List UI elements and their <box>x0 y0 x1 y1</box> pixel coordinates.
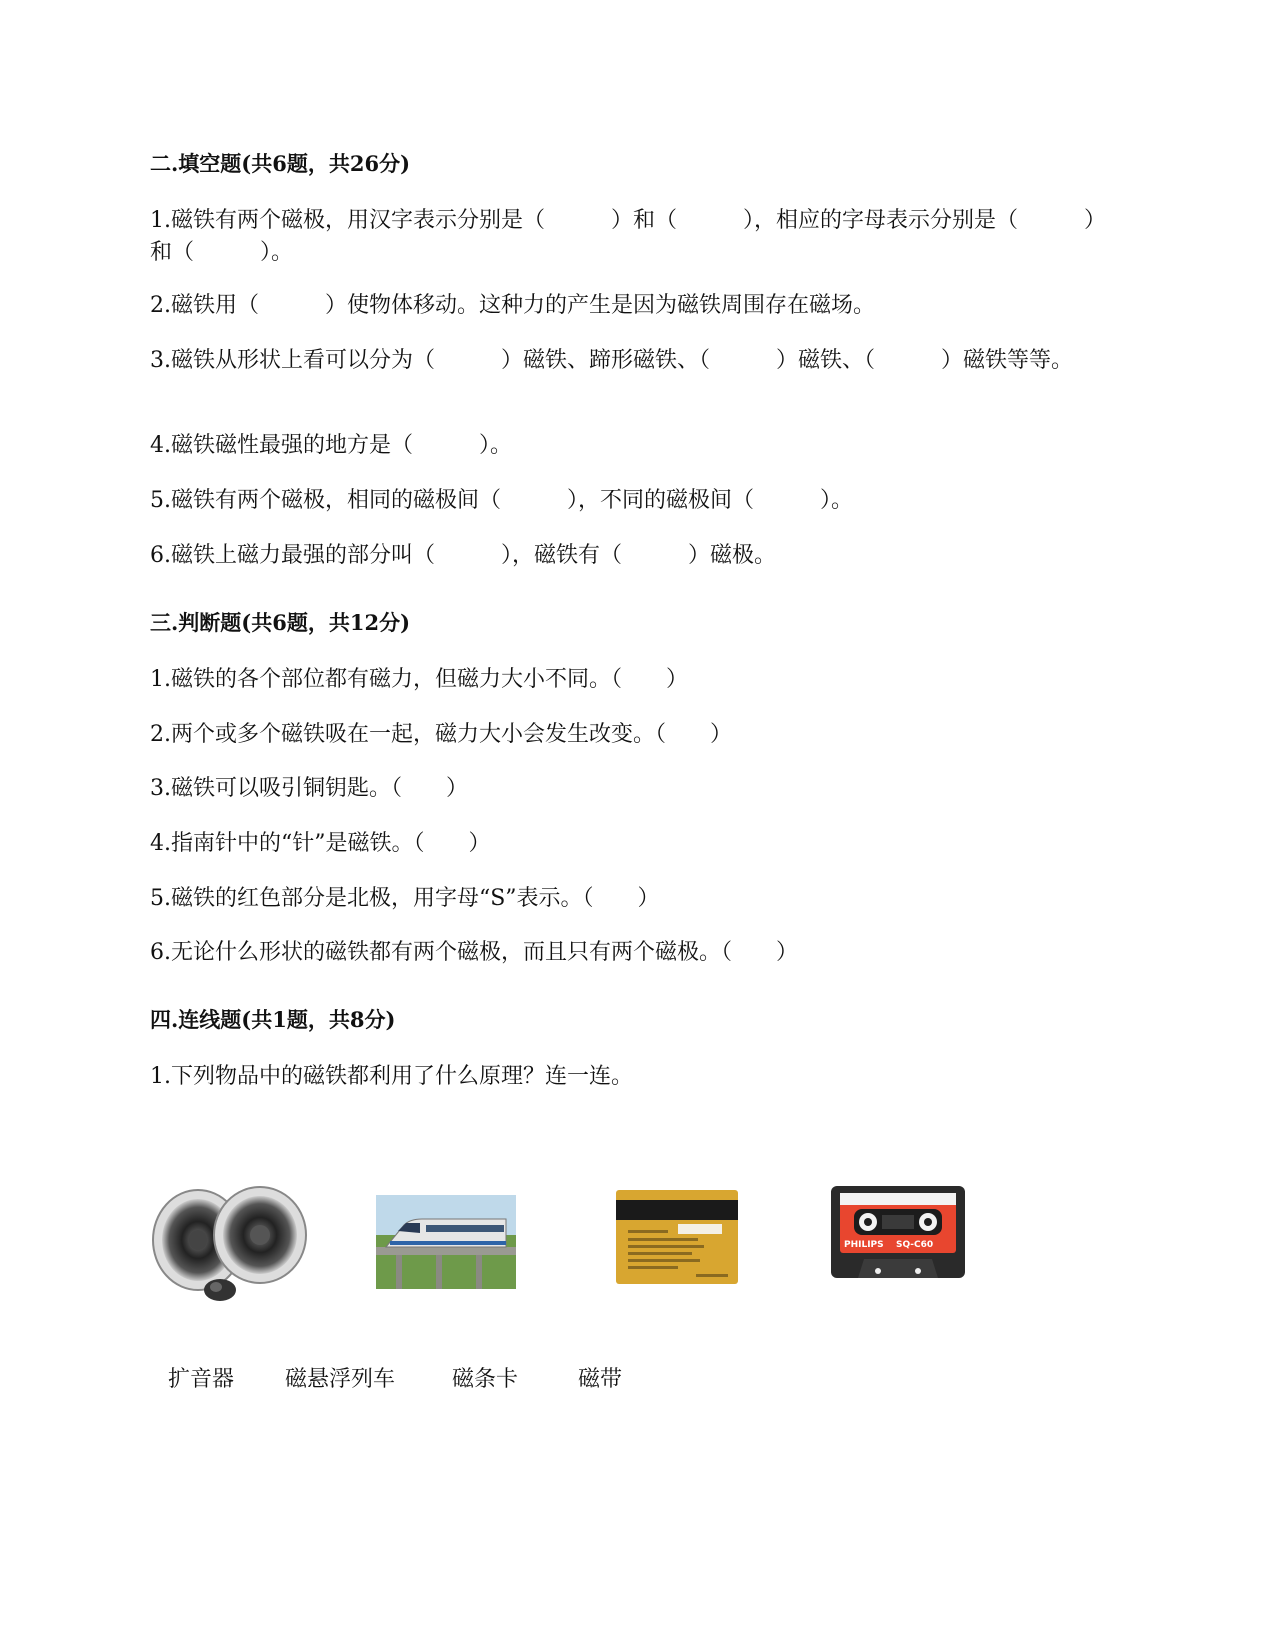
question-judge-4: 4.指南针中的“针”是磁铁。（ ） <box>150 831 491 856</box>
question-judge-2: 2.两个或多个磁铁吸在一起，磁力大小会发生改变。（ ） <box>150 722 732 747</box>
question-fill-4: 4.磁铁磁性最强的地方是（ ）。 <box>150 433 512 458</box>
label-loudspeaker: 扩音器 <box>168 1367 235 1392</box>
question-judge-5: 5.磁铁的红色部分是北极，用字母“S”表示。（ ） <box>150 886 660 911</box>
question-judge-1: 1.磁铁的各个部位都有磁力，但磁力大小不同。（ ） <box>150 667 688 692</box>
magnetic-card-image <box>616 1190 738 1284</box>
section-heading-matching: 四.连线题(共1题，共8分) <box>150 1007 396 1032</box>
cassette-tape-image <box>830 1185 966 1283</box>
matching-images-row <box>150 1185 1125 1305</box>
label-maglev-train: 磁悬浮列车 <box>285 1367 396 1392</box>
question-match-1: 1.下列物品中的磁铁都利用了什么原理？连一连。 <box>150 1064 633 1089</box>
question-fill-5: 5.磁铁有两个磁极，相同的磁极间（ ），不同的磁极间（ ）。 <box>150 488 853 513</box>
label-cassette-tape: 磁带 <box>578 1367 623 1392</box>
maglev-train-image <box>376 1195 516 1289</box>
question-fill-6: 6.磁铁上磁力最强的部分叫（ ），磁铁有（ ）磁极。 <box>150 543 776 568</box>
cassette-model-text: SQ-C60 <box>896 1240 934 1250</box>
question-fill-2: 2.磁铁用（ ）使物体移动。这种力的产生是因为磁铁周围存在磁场。 <box>150 293 875 318</box>
question-fill-3: 3.磁铁从形状上看可以分为（ ）磁铁、蹄形磁铁、（ ）磁铁、（ ）磁铁等等。 <box>150 348 1073 373</box>
section-heading-judgement: 三.判断题(共6题，共12分) <box>150 610 411 635</box>
label-magnetic-card: 磁条卡 <box>452 1367 519 1392</box>
cassette-brand-text: PHILIPS <box>844 1240 884 1250</box>
question-fill-1: 1.磁铁有两个磁极，用汉字表示分别是（ ）和（ ），相应的字母表示分别是（ ）和（ ）。 <box>150 208 1106 265</box>
speaker-image <box>150 1185 310 1303</box>
question-judge-3: 3.磁铁可以吸引铜钥匙。（ ） <box>150 776 468 801</box>
section-heading-fill-blank: 二.填空题(共6题，共26分) <box>150 151 411 176</box>
question-judge-6: 6.无论什么形状的磁铁都有两个磁极，而且只有两个磁极。（ ） <box>150 940 798 965</box>
